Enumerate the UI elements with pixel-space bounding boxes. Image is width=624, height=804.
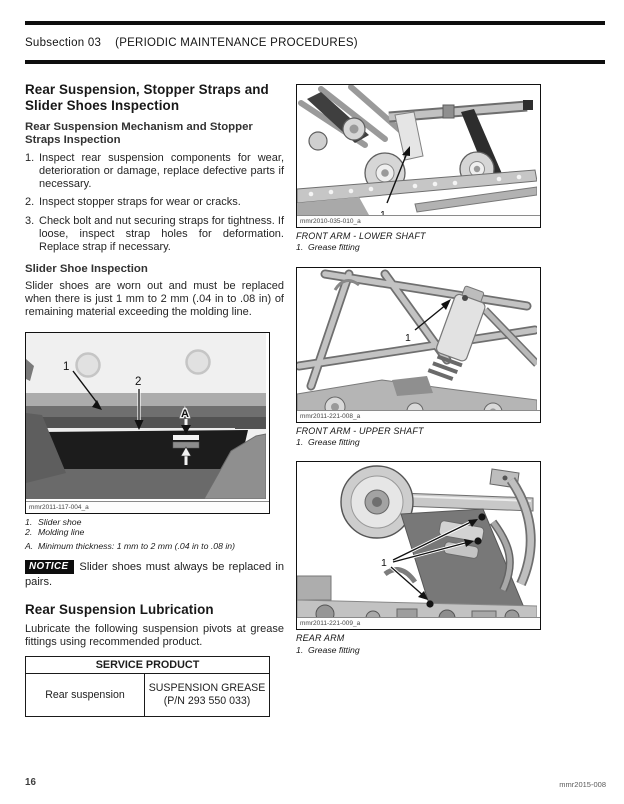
lubrication-paragraph: Lubricate the following suspension pivots at grease fittings using recommended product. <box>25 622 284 648</box>
step-text: Check bolt and nut securing straps for tightness. If loose, inspect strap holes for deformation. Replace strap if necessary. <box>39 214 284 254</box>
chapter-title: (PERIODIC MAINTENANCE PROCEDURES) <box>115 37 358 49</box>
figure-front-arm-upper-shaft <box>296 267 541 423</box>
page-header <box>25 37 605 49</box>
section-title-inspection: Rear Suspension, Stopper Straps and Slider Shoes Inspection <box>25 82 269 113</box>
step-2 <box>25 196 284 209</box>
step-3 <box>25 215 284 255</box>
figure-caption <box>296 633 542 655</box>
subsection-label: Subsection 03 <box>25 37 102 49</box>
figure-caption <box>296 231 542 253</box>
legend-item: 1. Slider shoe <box>25 516 82 527</box>
figure-legend <box>25 517 284 552</box>
step-text: Inspect rear suspension components for wear, deterioration or damage, replace defective parts if necessary. <box>39 151 284 191</box>
callout-2: 2 <box>135 375 142 388</box>
legend-item: 2. Molding line <box>25 526 85 537</box>
front-arm-lower-shaft-illustration <box>297 85 537 224</box>
step-text: Inspect stopper straps for wear or cracks. <box>39 196 241 209</box>
notice-paragraph <box>25 560 284 589</box>
left-column <box>25 82 284 717</box>
callout-1: 1 <box>381 557 387 570</box>
table-cell-product: SUSPENSION GREASE (P/N 293 550 033) <box>145 674 270 716</box>
figure-slider-shoe-photo <box>25 332 270 514</box>
caption-item: 1. Grease fitting <box>296 436 360 447</box>
front-arm-upper-shaft-illustration <box>297 268 537 419</box>
table-row <box>26 674 270 716</box>
figure-label: mmr2011-221-008_a <box>297 410 540 422</box>
step-number: 1. <box>25 151 35 164</box>
idler-wheel <box>341 466 413 538</box>
page-number: 16 <box>25 777 36 788</box>
figure-label: mmr2011-117-004_a <box>26 501 269 513</box>
table-cell-item: Rear suspension <box>26 674 145 716</box>
shock-absorber <box>428 283 490 380</box>
min-thickness-mark <box>173 435 199 440</box>
right-column <box>296 84 542 669</box>
molding-line <box>41 428 235 431</box>
caption-title: REAR ARM <box>296 633 345 644</box>
slider-shoe-dark-band <box>40 430 248 473</box>
tunnel-hole <box>187 350 210 373</box>
notice-text: Slider shoes must always be replaced in pairs. <box>25 561 284 589</box>
slider-shoe-illustration <box>26 333 266 499</box>
figure-caption <box>296 426 542 448</box>
figure-front-arm-lower-shaft <box>296 84 541 228</box>
subsection-title-slider-shoe: Slider Shoe Inspection <box>25 262 148 275</box>
figure-label: mmr2011-221-009_a <box>297 617 540 629</box>
grease-fitting <box>462 295 468 301</box>
tunnel-hole <box>77 353 100 376</box>
section-title-lubrication: Rear Suspension Lubrication <box>25 601 214 617</box>
caption-item: 1. Grease fitting <box>296 242 360 253</box>
header-rule-bottom <box>25 60 605 64</box>
document-code: mmr2015-008 <box>559 780 606 789</box>
service-product-table <box>25 656 270 716</box>
step-number: 3. <box>25 214 35 227</box>
rear-arm-illustration <box>297 462 537 626</box>
callout-A: A <box>181 407 189 420</box>
caption-title: FRONT ARM - LOWER SHAFT <box>296 231 426 241</box>
table-header: SERVICE PRODUCT <box>26 657 270 674</box>
notice-badge: NOTICE <box>25 560 74 574</box>
slider-shoe-paragraph: Slider shoes are worn out and must be replaced when there is just 1 mm to 2 mm (.04 in to .08 in) of remaining material exceeding the molding line. <box>25 279 284 319</box>
caption-title: FRONT ARM - UPPER SHAFT <box>296 425 424 436</box>
table-header-row <box>26 657 270 674</box>
callout-1: 1 <box>405 331 411 344</box>
step-number: 2. <box>25 196 35 209</box>
figure-label: mmr2010-035-010_a <box>297 215 540 227</box>
callout-1: 1 <box>63 360 70 373</box>
header-rule-top <box>25 21 605 25</box>
subsection-title-mechanism: Rear Suspension Mechanism and Stopper Straps Inspection <box>25 121 253 147</box>
step-1 <box>25 152 284 192</box>
figure-rear-arm <box>296 461 541 630</box>
legend-item-a: A. Minimum thickness: 1 mm to 2 mm (.04 in to .08 in) <box>25 541 235 552</box>
caption-item: 1. Grease fitting <box>296 644 360 655</box>
